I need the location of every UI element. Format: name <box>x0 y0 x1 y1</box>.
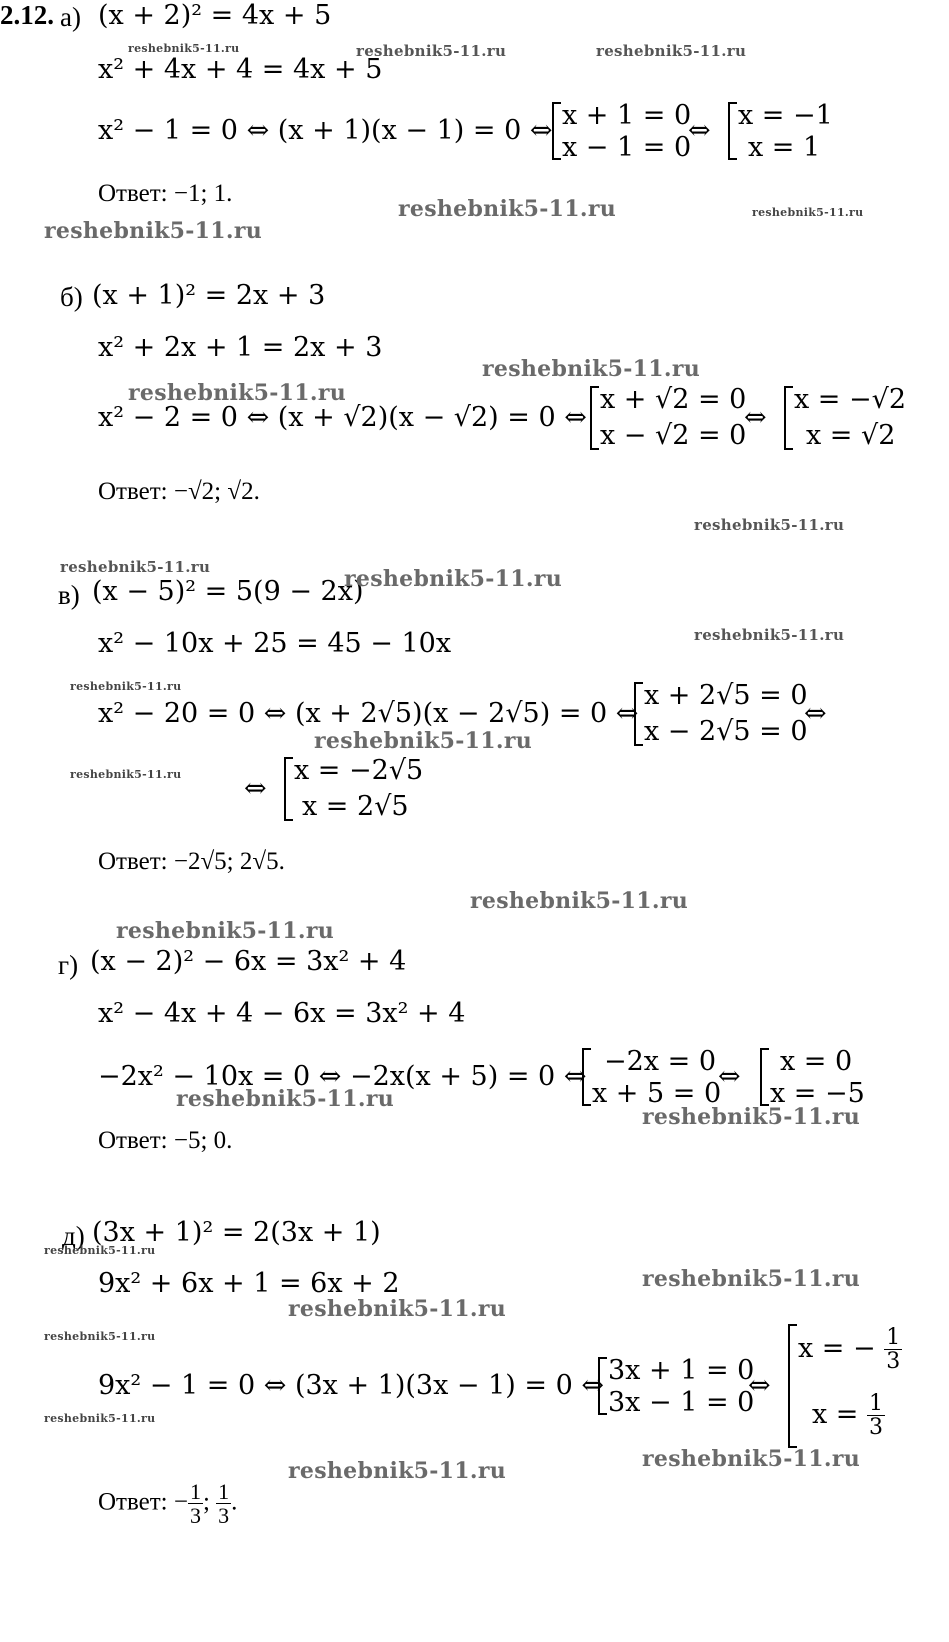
system-bracket <box>784 386 793 450</box>
part-a-system-1 <box>552 100 692 162</box>
part-a-answer: Ответ: −1; 1. <box>98 180 233 207</box>
fraction-denominator: 3 <box>886 1349 901 1375</box>
fraction-numerator: 1 <box>869 1391 884 1416</box>
part-g-answer: Ответ: −5; 0. <box>98 1127 233 1154</box>
system-row: 3x − 1 = 0 <box>608 1387 755 1418</box>
system-bracket <box>728 102 737 160</box>
part-b-answer: Ответ: −√2; √2. <box>98 478 260 505</box>
part-g-system-1 <box>582 1046 722 1108</box>
watermark: reshebnik5-11.ru <box>288 1458 507 1484</box>
watermark: reshebnik5-11.ru <box>288 1296 507 1322</box>
system-row: x + √2 = 0 <box>600 384 747 415</box>
system-row: x + 5 = 0 <box>592 1078 722 1109</box>
watermark: reshebnik5-11.ru <box>44 1244 156 1257</box>
system-row: x = −√2 <box>794 384 907 415</box>
part-v-step1: x² − 10x + 25 = 45 − 10x <box>98 628 452 659</box>
part-v-system-1 <box>634 680 808 748</box>
fraction-denominator: 3 <box>869 1415 884 1441</box>
part-v-answer: Ответ: −2√5; 2√5. <box>98 848 285 875</box>
system-row: x − √2 = 0 <box>600 420 747 451</box>
watermark: reshebnik5-11.ru <box>60 558 211 576</box>
equiv-sign: ⇔ <box>244 773 267 804</box>
part-d-step2: 9x² − 1 = 0 ⇔ (3x + 1)(3x − 1) = 0 ⇔ <box>98 1370 604 1401</box>
part-g-label: г) <box>58 950 79 980</box>
part-v-step2: x² − 20 = 0 ⇔ (x + 2√5)(x − 2√5) = 0 ⇔ <box>98 698 639 729</box>
part-a-step1: x² + 4x + 4 = 4x + 5 <box>98 54 383 85</box>
system-row: x − 2√5 = 0 <box>644 716 808 747</box>
watermark: reshebnik5-11.ru <box>314 728 533 754</box>
part-a-given: (x + 2)² = 4x + 5 <box>98 0 332 31</box>
system-row: 3x + 1 = 0 <box>608 1355 755 1386</box>
part-b-given: (x + 1)² = 2x + 3 <box>92 280 326 311</box>
problem-number: 2.12. <box>0 0 54 30</box>
watermark: reshebnik5-11.ru <box>642 1266 861 1292</box>
part-a-label: а) <box>60 2 81 32</box>
fraction <box>867 1392 885 1439</box>
part-d-given: (3x + 1)² = 2(3x + 1) <box>92 1217 381 1248</box>
part-b-label: б) <box>60 282 83 312</box>
watermark: reshebnik5-11.ru <box>470 888 689 914</box>
fraction-numerator: 1 <box>218 1479 230 1504</box>
system-bracket <box>590 386 599 450</box>
watermark: reshebnik5-11.ru <box>44 1330 156 1343</box>
solution-prefix: x = <box>812 1399 859 1431</box>
system-row: −2x = 0 <box>604 1046 716 1077</box>
watermark: reshebnik5-11.ru <box>482 356 701 382</box>
part-d-step1: 9x² + 6x + 1 = 6x + 2 <box>98 1268 400 1299</box>
watermark: reshebnik5-11.ru <box>344 566 563 592</box>
system-row: x = 1 <box>748 132 821 163</box>
watermark: reshebnik5-11.ru <box>356 42 507 60</box>
system-row: x + 1 = 0 <box>562 100 692 131</box>
watermark: reshebnik5-11.ru <box>694 626 845 644</box>
part-g-given: (x − 2)² − 6x = 3x² + 4 <box>90 946 407 977</box>
part-b-step1: x² + 2x + 1 = 2x + 3 <box>98 332 383 363</box>
part-d-system-1 <box>598 1355 755 1418</box>
watermark: reshebnik5-11.ru <box>44 1412 156 1425</box>
equiv-sign: ⇔ <box>744 402 767 433</box>
watermark: reshebnik5-11.ru <box>116 918 335 944</box>
watermark: reshebnik5-11.ru <box>694 516 845 534</box>
watermark: reshebnik5-11.ru <box>642 1446 861 1472</box>
system-bracket <box>788 1324 797 1448</box>
equiv-sign: ⇔ <box>688 115 711 146</box>
system-row: x = −5 <box>770 1078 865 1109</box>
part-b-system-2 <box>784 384 914 452</box>
system-bracket <box>552 102 561 160</box>
part-d-label: д) <box>62 1221 85 1251</box>
part-a-step2: x² − 1 = 0 ⇔ (x + 1)(x − 1) = 0 ⇔ <box>98 115 553 146</box>
part-a-system-2 <box>728 100 838 162</box>
watermark: reshebnik5-11.ru <box>44 218 263 244</box>
watermark: reshebnik5-11.ru <box>752 206 864 219</box>
system-row: x − 1 = 0 <box>562 132 692 163</box>
watermark: reshebnik5-11.ru <box>596 42 747 60</box>
part-v-given: (x − 5)² = 5(9 − 2x) <box>92 576 364 607</box>
system-bracket <box>284 757 293 821</box>
part-g-system-2 <box>760 1046 870 1108</box>
part-g-step1: x² − 4x + 4 − 6x = 3x² + 4 <box>98 998 466 1029</box>
system-row: x = 2√5 <box>302 791 409 822</box>
system-bracket <box>760 1048 769 1106</box>
answer-period: . <box>231 1488 238 1516</box>
system-bracket <box>598 1357 607 1415</box>
fraction-denominator: 3 <box>218 1503 230 1529</box>
fraction <box>216 1480 231 1527</box>
watermark: reshebnik5-11.ru <box>398 196 617 222</box>
fraction-denominator: 3 <box>189 1503 201 1529</box>
part-g-step2: −2x² − 10x = 0 ⇔ −2x(x + 5) = 0 ⇔ <box>98 1061 587 1092</box>
part-d-answer <box>98 1480 237 1527</box>
fraction-numerator: 1 <box>189 1479 201 1504</box>
equiv-sign: ⇔ <box>718 1061 741 1092</box>
system-row <box>812 1392 885 1439</box>
system-row: x = 0 <box>780 1046 853 1077</box>
watermark: reshebnik5-11.ru <box>176 1086 395 1112</box>
part-b-step2: x² − 2 = 0 ⇔ (x + √2)(x − √2) = 0 ⇔ <box>98 402 587 433</box>
system-bracket <box>634 682 643 746</box>
fraction <box>884 1326 902 1373</box>
system-row: x = √2 <box>806 420 896 451</box>
system-bracket <box>582 1048 591 1106</box>
answer-separator: ; <box>202 1488 217 1516</box>
system-row <box>798 1326 902 1373</box>
watermark: reshebnik5-11.ru <box>128 380 347 406</box>
system-row: x + 2√5 = 0 <box>644 680 808 711</box>
part-b-system-1 <box>590 384 747 452</box>
system-row: x = −1 <box>738 100 833 131</box>
watermark: reshebnik5-11.ru <box>128 42 240 55</box>
equiv-sign: ⇔ <box>748 1370 771 1401</box>
watermark: reshebnik5-11.ru <box>70 680 182 693</box>
fraction-numerator: 1 <box>886 1325 901 1350</box>
fraction <box>188 1480 203 1527</box>
solution-prefix: x = − <box>798 1333 876 1365</box>
watermark: reshebnik5-11.ru <box>642 1104 861 1130</box>
equiv-sign: ⇔ <box>804 698 827 729</box>
answer-prefix: Ответ: − <box>98 1488 188 1516</box>
watermark: reshebnik5-11.ru <box>70 768 182 781</box>
part-v-label: в) <box>58 580 80 610</box>
part-v-system-2 <box>284 755 434 823</box>
system-row: x = −2√5 <box>294 755 424 786</box>
part-d-system-2 <box>788 1322 908 1450</box>
